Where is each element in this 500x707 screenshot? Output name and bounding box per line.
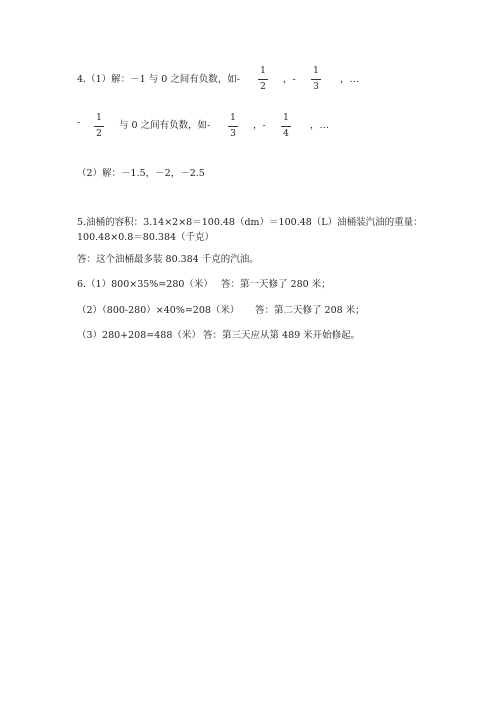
q5-line2: 100.48×0.8＝80.384（千克）	[77, 232, 215, 243]
q6-line3-calc: （3）280+208=488（米）	[77, 330, 201, 341]
q4-part1-fraction-2	[311, 67, 321, 92]
q6-line1-calc: 6.（1）800×35%=280（米）	[77, 279, 213, 290]
q6-line2-answer: 答：第二天修了 208 米；	[255, 305, 365, 316]
fraction-denominator: 2	[260, 82, 266, 92]
fraction-numerator: 1	[283, 113, 289, 123]
q4-line2-separator: ，-	[253, 120, 266, 131]
fraction-denominator: 2	[96, 129, 102, 139]
fraction-bar	[94, 126, 104, 127]
fraction-bar	[228, 126, 238, 127]
q6-line2-calc: （2）（800-280）×40%=208（米）	[77, 305, 240, 316]
q6-line3-answer: 答：第三天应从第 489 米开始修起。	[203, 330, 361, 341]
q4-line2-fraction-2	[228, 114, 238, 139]
q4-part1-prefix: 4.（1）解：－1 与 0 之间有负数，如-	[77, 74, 240, 85]
q6-line1-answer: 答：第一天修了 280 米；	[221, 279, 331, 290]
q4-line2-suffix: ，…	[310, 120, 330, 131]
q4-part1-suffix: ，…	[340, 74, 360, 85]
fraction-denominator: 3	[313, 82, 319, 92]
fraction-numerator: 1	[313, 66, 319, 76]
q4-line2-middle: 与 0 之间有负数，如-	[119, 120, 211, 131]
fraction-bar	[258, 79, 268, 80]
q4-part2-line: （2）解：－1.5，－2，－2.5	[77, 168, 205, 179]
fraction-bar	[281, 126, 291, 127]
q4-part1-fraction-1	[258, 67, 268, 92]
fraction-numerator: 1	[96, 113, 102, 123]
q4-line2-fraction-1	[94, 114, 104, 139]
fraction-bar	[311, 79, 321, 80]
q4-part1-separator: ，-	[283, 74, 296, 85]
fraction-numerator: 1	[260, 66, 266, 76]
q5-line1: 5.油桶的容积：3.14×2×8＝100.48（dm）＝100.48（L）油桶装汽油的重量：	[77, 217, 423, 228]
fraction-numerator: 1	[230, 113, 236, 123]
q4-line2-prefix: -	[77, 117, 81, 128]
fraction-denominator: 4	[283, 129, 289, 139]
fraction-denominator: 3	[230, 129, 236, 139]
q5-answer: 答：这个油桶最多装 80.384 千克的汽油。	[77, 254, 259, 265]
q4-line2-fraction-3	[281, 114, 291, 139]
